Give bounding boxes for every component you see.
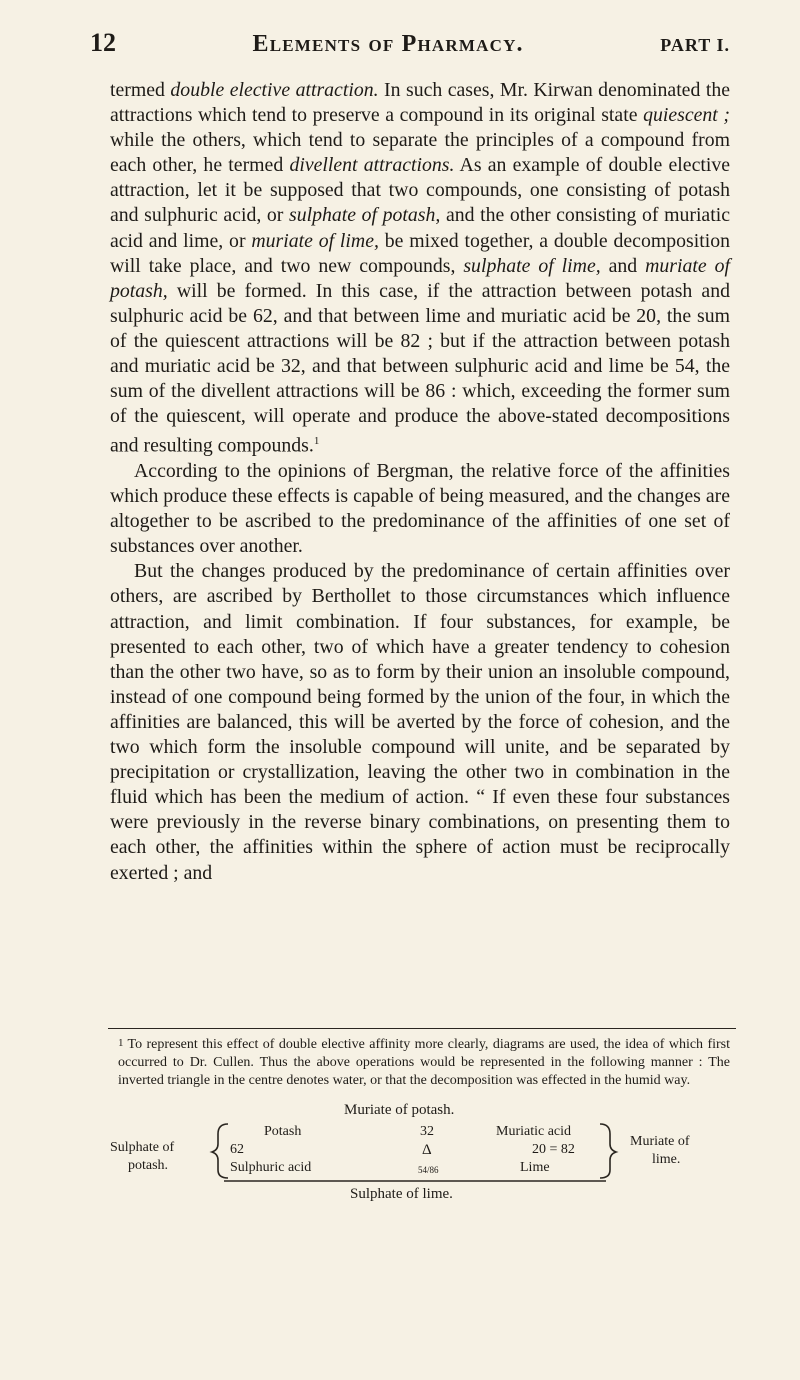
footnote — [118, 1034, 730, 1090]
diagram-bottom-label: Sulphate of lime. — [350, 1186, 453, 1202]
diagram-left-label-1: Sulphate of — [110, 1140, 175, 1155]
text-run: As an example of double elective attraction, let it be supposed that two compounds, one consisting of potash and sulphuric acid, or — [110, 154, 731, 227]
affinity-diagram — [100, 1102, 740, 1222]
diagram-potash: Potash — [264, 1124, 302, 1139]
diagram-right-label-1: Muriate of — [630, 1134, 690, 1149]
text-run: and — [600, 254, 646, 277]
text-run: and the other consisting of muriatic acid and lime, or — [110, 204, 730, 252]
italic-term: divellent attractions. — [289, 154, 455, 177]
text-run: will be formed. In this case, if the attraction between potash and sulphuric acid be 62, and that between lime and muriatic acid be 20, the sum of the quiescent attractions will be 82 ; but if the attraction between potash and muriatic acid be 32, and that between sulphuric acid and lime be 54, the sum of the divellent attractions will be 86 : which, exceeding the former sum of the quiescent, will operate and produce the above-stated decompositions and resulting compounds. — [110, 279, 730, 457]
diagram-muriatic-acid: Muriatic acid — [496, 1124, 572, 1139]
paragraph-2: According to the opinions of Bergman, the relative force of the affinities which produce these effects is capable of being measured, and the changes are altogether to be ascribed to the predominance of the affinities of one set of substances over another. — [110, 460, 730, 558]
text-run: termed — [110, 79, 171, 101]
text-run: be mixed together, a double decomposition will take place, and two new compounds, — [110, 229, 730, 277]
text-run: In such cases, Mr. Kirwan denominated the attractions which tend to preserve a compound in its original state — [110, 79, 730, 127]
diagram-left-label-2: potash. — [128, 1158, 169, 1173]
diagram-right-label-2: lime. — [652, 1152, 681, 1167]
diagram-value-62: 62 — [230, 1142, 244, 1157]
part-label: PART I. — [660, 35, 730, 55]
footnote-ref: 1 — [313, 435, 320, 448]
italic-term: quiescent ; — [643, 104, 730, 127]
body-text — [110, 78, 730, 886]
italic-term: muriate of potash, — [110, 254, 730, 302]
italic-term: double elective attraction. — [170, 79, 379, 101]
diagram-equation: 20 = 82 — [532, 1142, 575, 1157]
paragraph-3: But the changes produced by the predominance of certain affinities over others, are ascribed by Berthollet to those circumstances which influence attraction, and limit combination. If four substances, for example, be presented to each other, two of which have a greater tendency to cohesion than the other two have, so as to form by their union an insoluble compound, instead of one compound being formed by the union of the four, in which the affinities are balanced, this will be averted by the force of cohesion, and the two which form the insoluble compound will unite, and be separated by precipitation or crystallization, leaving the other two in combination in the fluid which has been the medium of action. “ If even these four substances were previously in the reverse binary combinations, on presenting them to each other, the affinities within the sphere of action must be reciprocally exerted ; and — [110, 560, 730, 884]
water-triangle: Δ — [422, 1142, 432, 1158]
diagram-top-label: Muriate of potash. — [344, 1102, 455, 1118]
italic-term: muriate of lime, — [251, 229, 379, 252]
page-number: 12 — [90, 28, 116, 57]
right-brace — [600, 1124, 616, 1178]
footnote-text: To represent this effect of double elective affinity more clearly, diagrams are used, the idea of which first occurred to Dr. Cullen. Thus the above operations would be represented in the following manner : The inverted triangle in the centre denotes water, or that the decomposition was effected in the humid way. — [118, 1037, 730, 1088]
italic-term: sulphate of lime, — [463, 254, 601, 277]
left-brace — [212, 1124, 228, 1178]
paragraph-1 — [110, 78, 730, 459]
text-run: while the others, which tend to separate the principles of a compound from each other, he termed — [110, 129, 730, 177]
diagram-sulphuric-acid: Sulphuric acid — [230, 1160, 312, 1175]
running-header — [90, 28, 730, 62]
italic-term: sulphate of potash, — [289, 204, 441, 227]
footnote-number: 1 — [118, 1037, 124, 1049]
diagram-lime: Lime — [520, 1160, 550, 1175]
footnote-divider — [108, 1028, 736, 1029]
diagram-value-32: 32 — [420, 1124, 434, 1139]
diagram-fraction: 54/86 — [418, 1165, 439, 1175]
running-title: Elements of Pharmacy. — [252, 31, 524, 57]
